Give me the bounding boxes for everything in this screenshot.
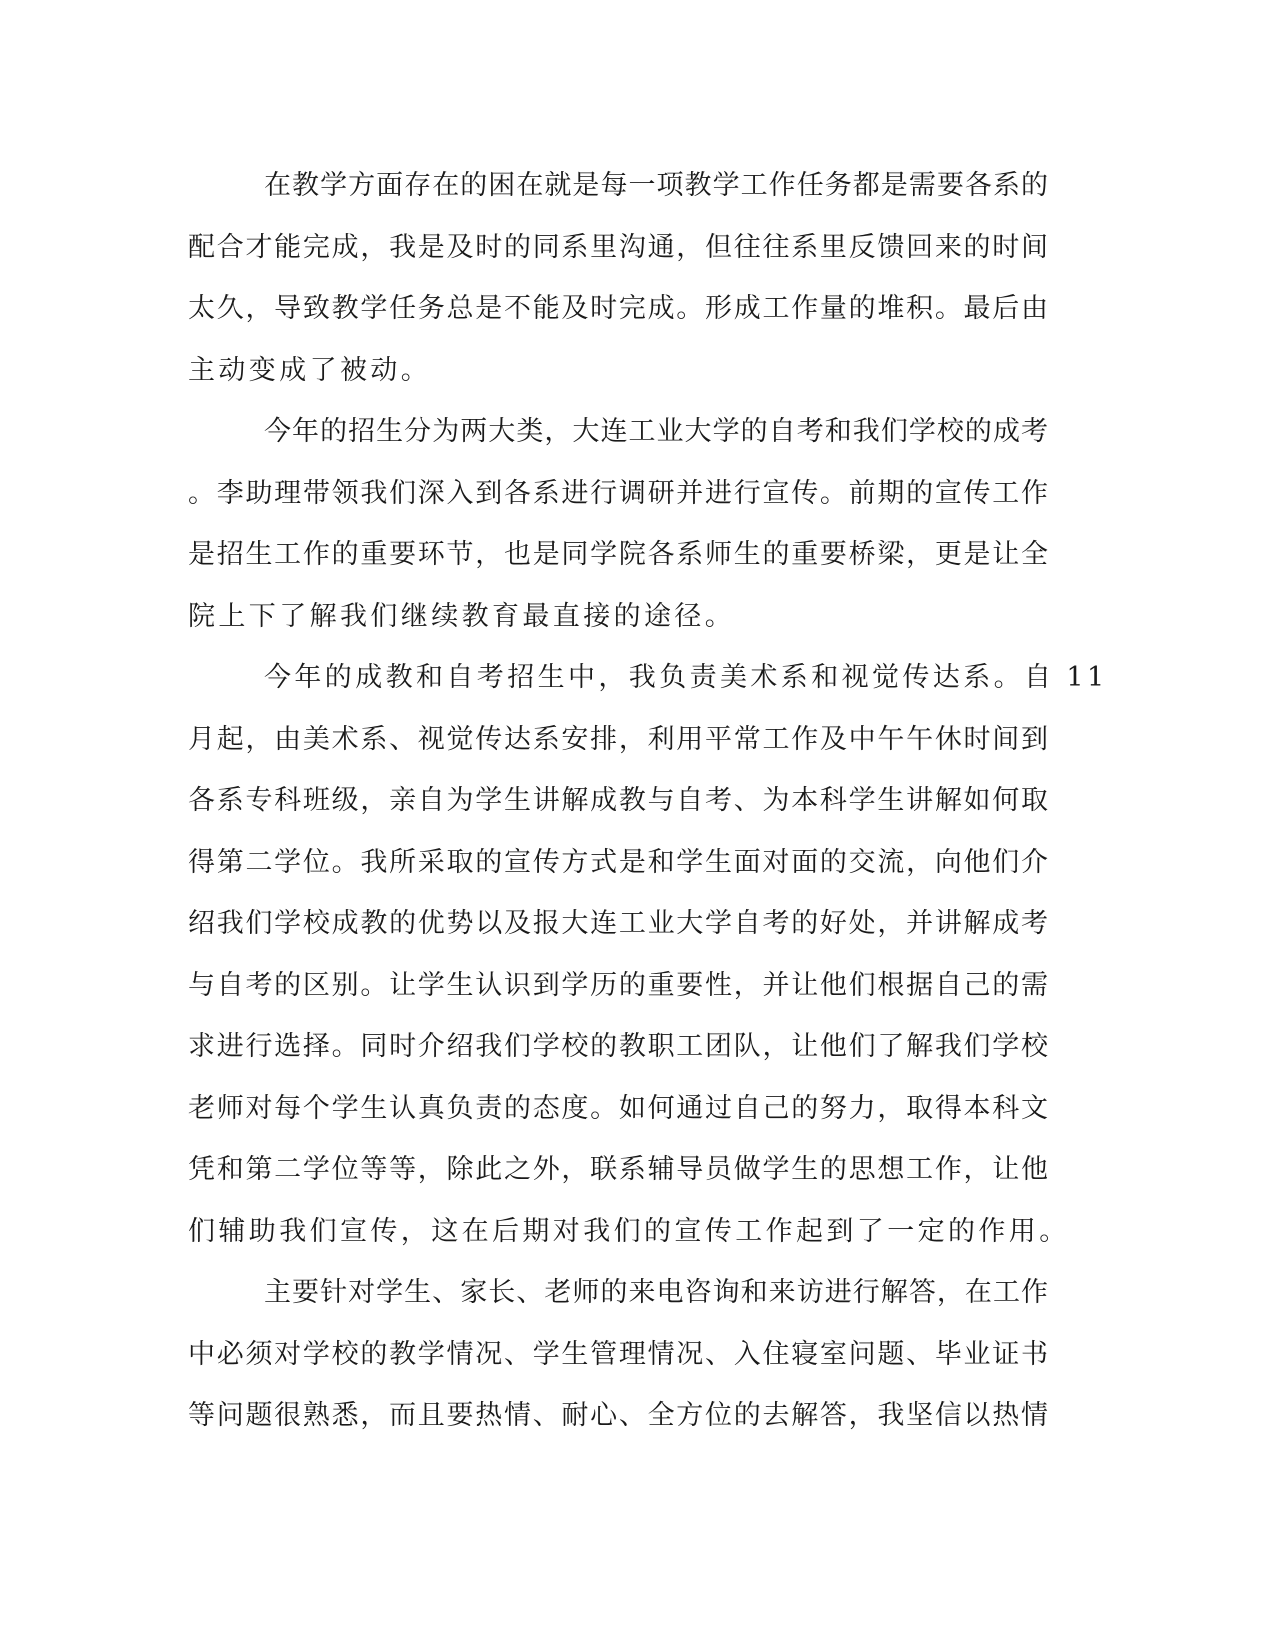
text-line: 各系专科班级，亲自为学生讲解成教与自考、为本科学生讲解如何取 <box>188 785 1048 816</box>
text-line: 在教学方面存在的困在就是每一项教学工作任务都是需要各系的 <box>264 170 1048 201</box>
text-line: 太久，导致教学任务总是不能及时完成。形成工作量的堆积。最后由 <box>188 293 1048 324</box>
text-line: 中必须对学校的教学情况、学生管理情况、入住寝室问题、毕业证书 <box>188 1338 1048 1370</box>
paragraph-teaching-difficulties <box>188 155 1078 401</box>
document-body <box>188 155 1108 1447</box>
text-line: 今年的成教和自考招生中，我负责美术系和视觉传达系。自 11 <box>264 662 1108 693</box>
text-line: 。李助理带领我们深入到各系进行调研并进行宣传。前期的宣传工作 <box>188 477 1048 509</box>
text-line: 绍我们学校成教的优势以及报大连工业大学自考的好处，并讲解成考 <box>188 908 1048 939</box>
paragraph-consultation <box>188 1262 1078 1447</box>
text-line: 凭和第二学位等等，除此之外，联系辅导员做学生的思想工作，让他 <box>188 1154 1048 1185</box>
text-line: 们辅助我们宣传，这在后期对我们的宣传工作起到了一定的作用。 <box>188 1215 1070 1247</box>
text-line: 得第二学位。我所采取的宣传方式是和学生面对面的交流，向他们介 <box>188 846 1048 878</box>
text-line: 今年的招生分为两大类，大连工业大学的自考和我们学校的成考 <box>264 416 1048 447</box>
paragraph-enrollment-categories <box>188 401 1078 647</box>
text-line: 月起，由美术系、视觉传达系安排，利用平常工作及中午午休时间到 <box>188 723 1048 755</box>
text-line: 等问题很熟悉，而且要热情、耐心、全方位的去解答，我坚信以热情 <box>188 1400 1048 1431</box>
text-line: 求进行选择。同时介绍我们学校的教职工团队，让他们了解我们学校 <box>188 1031 1048 1062</box>
text-line: 配合才能完成，我是及时的同系里沟通，但往往系里反馈回来的时间 <box>188 231 1048 263</box>
text-line: 老师对每个学生认真负责的态度。如何通过自己的努力，取得本科文 <box>188 1092 1048 1124</box>
text-line: 是招生工作的重要环节，也是同学院各系师生的重要桥梁，更是让全 <box>188 539 1048 570</box>
text-line: 院上下了解我们继续教育最直接的途径。 <box>188 600 736 632</box>
text-line: 与自考的区别。让学生认识到学历的重要性，并让他们根据自己的需 <box>188 969 1048 1001</box>
paragraph-enrollment-duties <box>188 647 1108 1262</box>
text-line: 主要针对学生、家长、老师的来电咨询和来访进行解答，在工作 <box>264 1277 1048 1308</box>
text-line: 主动变成了被动。 <box>188 354 432 386</box>
